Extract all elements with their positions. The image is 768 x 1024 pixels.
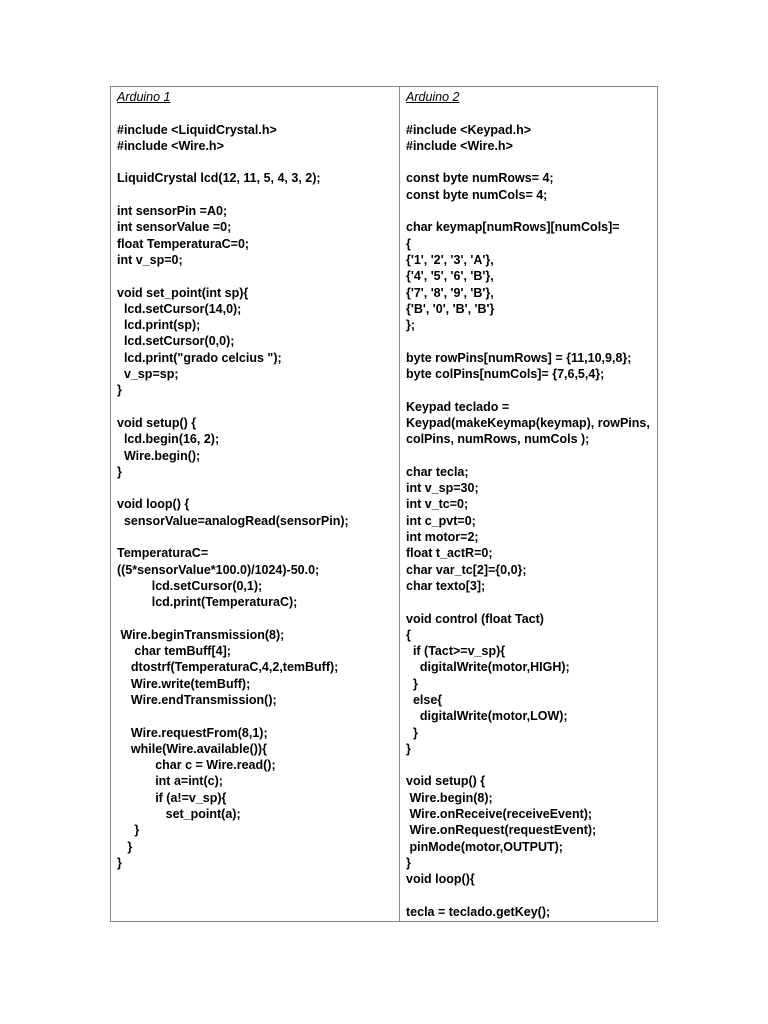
code-line: {'7', '8', '9', 'B'},: [406, 285, 494, 300]
code-line: [117, 154, 393, 170]
code-line: int v_sp=0;: [117, 252, 183, 267]
code-line: void loop() {: [117, 497, 190, 512]
code-line: while(Wire.available()){: [117, 741, 267, 756]
code-line: }: [406, 676, 418, 691]
code-line: const byte numCols= 4;: [406, 187, 548, 202]
code-line: int sensorValue =0;: [117, 220, 232, 235]
code-line: byte colPins[numCols]= {7,6,5,4};: [406, 367, 605, 382]
code-line: Wire.begin(8);: [406, 790, 493, 805]
code-line: if (a!=v_sp){: [117, 790, 227, 805]
code-line: void set_point(int sp){: [117, 285, 249, 300]
code-line: [117, 187, 393, 203]
code-line: LiquidCrystal lcd(12, 11, 5, 4, 3, 2);: [117, 171, 321, 186]
code-line: }: [117, 855, 122, 870]
code-line: v_sp=sp;: [117, 367, 179, 382]
code-line: {: [406, 627, 411, 642]
arduino-2-code: [406, 105, 651, 920]
code-line: Wire.beginTransmission(8);: [117, 627, 285, 642]
code-line: byte rowPins[numRows] = {11,10,9,8};: [406, 350, 632, 365]
code-line: tecla = teclado.getKey();: [406, 904, 551, 919]
code-line: [406, 594, 651, 610]
code-line: lcd.print(sp);: [117, 318, 201, 333]
code-line: #include <Keypad.h>: [406, 122, 532, 137]
code-line: int motor=2;: [406, 530, 479, 545]
code-line: dtostrf(TemperaturaC,4,2,temBuff);: [117, 660, 339, 675]
code-line: #include <LiquidCrystal.h>: [117, 122, 277, 137]
arduino-1-column: [111, 87, 400, 921]
code-line: Wire.write(temBuff);: [117, 676, 251, 691]
code-line: [406, 105, 651, 121]
code-line: {'4', '5', '6', 'B'},: [406, 269, 494, 284]
code-line: [406, 203, 651, 219]
code-line: Keypad teclado =: [406, 399, 510, 414]
code-line: char tecla;: [406, 464, 469, 479]
code-line: {'B', '0', 'B', 'B'}: [406, 301, 495, 316]
code-line: [406, 888, 651, 904]
code-line: [406, 382, 651, 398]
arduino-1-code: [117, 105, 393, 871]
code-line: set_point(a);: [117, 807, 241, 822]
code-line: int v_tc=0;: [406, 497, 469, 512]
code-line: {'1', '2', '3', 'A'},: [406, 252, 494, 267]
code-line: lcd.print(TemperaturaC);: [117, 595, 298, 610]
code-line: if (Tact>=v_sp){: [406, 644, 506, 659]
code-line: Wire.onRequest(requestEvent);: [406, 823, 597, 838]
code-line: lcd.begin(16, 2);: [117, 432, 220, 447]
code-line: TemperaturaC=((5*sensorValue*100.0)/1024)-50.0;: [117, 546, 320, 577]
code-line: char c = Wire.read();: [117, 758, 276, 773]
code-line: Wire.begin();: [117, 448, 201, 463]
arduino-2-column: [400, 87, 657, 921]
code-line: int v_sp=30;: [406, 481, 479, 496]
code-line: }: [117, 383, 122, 398]
code-line: [406, 448, 651, 464]
code-line: char temBuff[4];: [117, 644, 231, 659]
code-line: char texto[3];: [406, 578, 486, 593]
code-line: void control (float Tact): [406, 611, 544, 626]
arduino-1-title: Arduino 1: [117, 90, 171, 104]
code-line: void loop(){: [406, 872, 475, 887]
code-line: Wire.endTransmission();: [117, 692, 277, 707]
code-line: #include <Wire.h>: [406, 138, 513, 153]
code-line: Wire.onReceive(receiveEvent);: [406, 807, 593, 822]
code-line: }: [406, 855, 411, 870]
code-line: }: [117, 839, 133, 854]
code-line: const byte numRows= 4;: [406, 171, 554, 186]
code-line: #include <Wire.h>: [117, 138, 224, 153]
code-line: void setup() {: [117, 415, 197, 430]
code-line: float t_actR=0;: [406, 546, 493, 561]
code-line: digitalWrite(motor,LOW);: [406, 709, 568, 724]
arduino-2-title: Arduino 2: [406, 90, 460, 104]
code-line: int a=int(c);: [117, 774, 223, 789]
code-line: [117, 268, 393, 284]
code-line: char var_tc[2]={0,0};: [406, 562, 527, 577]
code-line: lcd.print("grado celcius ");: [117, 350, 282, 365]
code-line: lcd.setCursor(0,1);: [117, 578, 263, 593]
code-comparison-table: [110, 86, 658, 922]
code-line: lcd.setCursor(14,0);: [117, 301, 242, 316]
code-line: int c_pvt=0;: [406, 513, 476, 528]
code-line: };: [406, 318, 416, 333]
code-line: }: [117, 464, 122, 479]
code-line: Keypad(makeKeymap(keymap), rowPins,: [406, 415, 650, 430]
code-line: digitalWrite(motor,HIGH);: [406, 660, 570, 675]
code-line: [117, 105, 393, 121]
code-line: [117, 708, 393, 724]
code-line: [406, 757, 651, 773]
code-line: sensorValue=analogRead(sensorPin);: [117, 513, 349, 528]
code-line: }: [406, 725, 418, 740]
code-line: {: [406, 236, 411, 251]
code-line: [117, 399, 393, 415]
code-line: [406, 154, 651, 170]
code-line: float TemperaturaC=0;: [117, 236, 250, 251]
code-line: [117, 611, 393, 627]
code-line: [117, 529, 393, 545]
code-line: }: [406, 741, 411, 756]
code-line: void setup() {: [406, 774, 486, 789]
code-line: int sensorPin =A0;: [117, 204, 228, 219]
code-line: lcd.setCursor(0,0);: [117, 334, 235, 349]
code-line: }: [117, 823, 140, 838]
code-line: else{: [406, 692, 443, 707]
code-line: char keymap[numRows][numCols]=: [406, 220, 620, 235]
code-line: Wire.requestFrom(8,1);: [117, 725, 268, 740]
code-line: [406, 333, 651, 349]
code-line: pinMode(motor,OUTPUT);: [406, 839, 563, 854]
code-line: colPins, numRows, numCols );: [406, 432, 590, 447]
code-line: [117, 480, 393, 496]
